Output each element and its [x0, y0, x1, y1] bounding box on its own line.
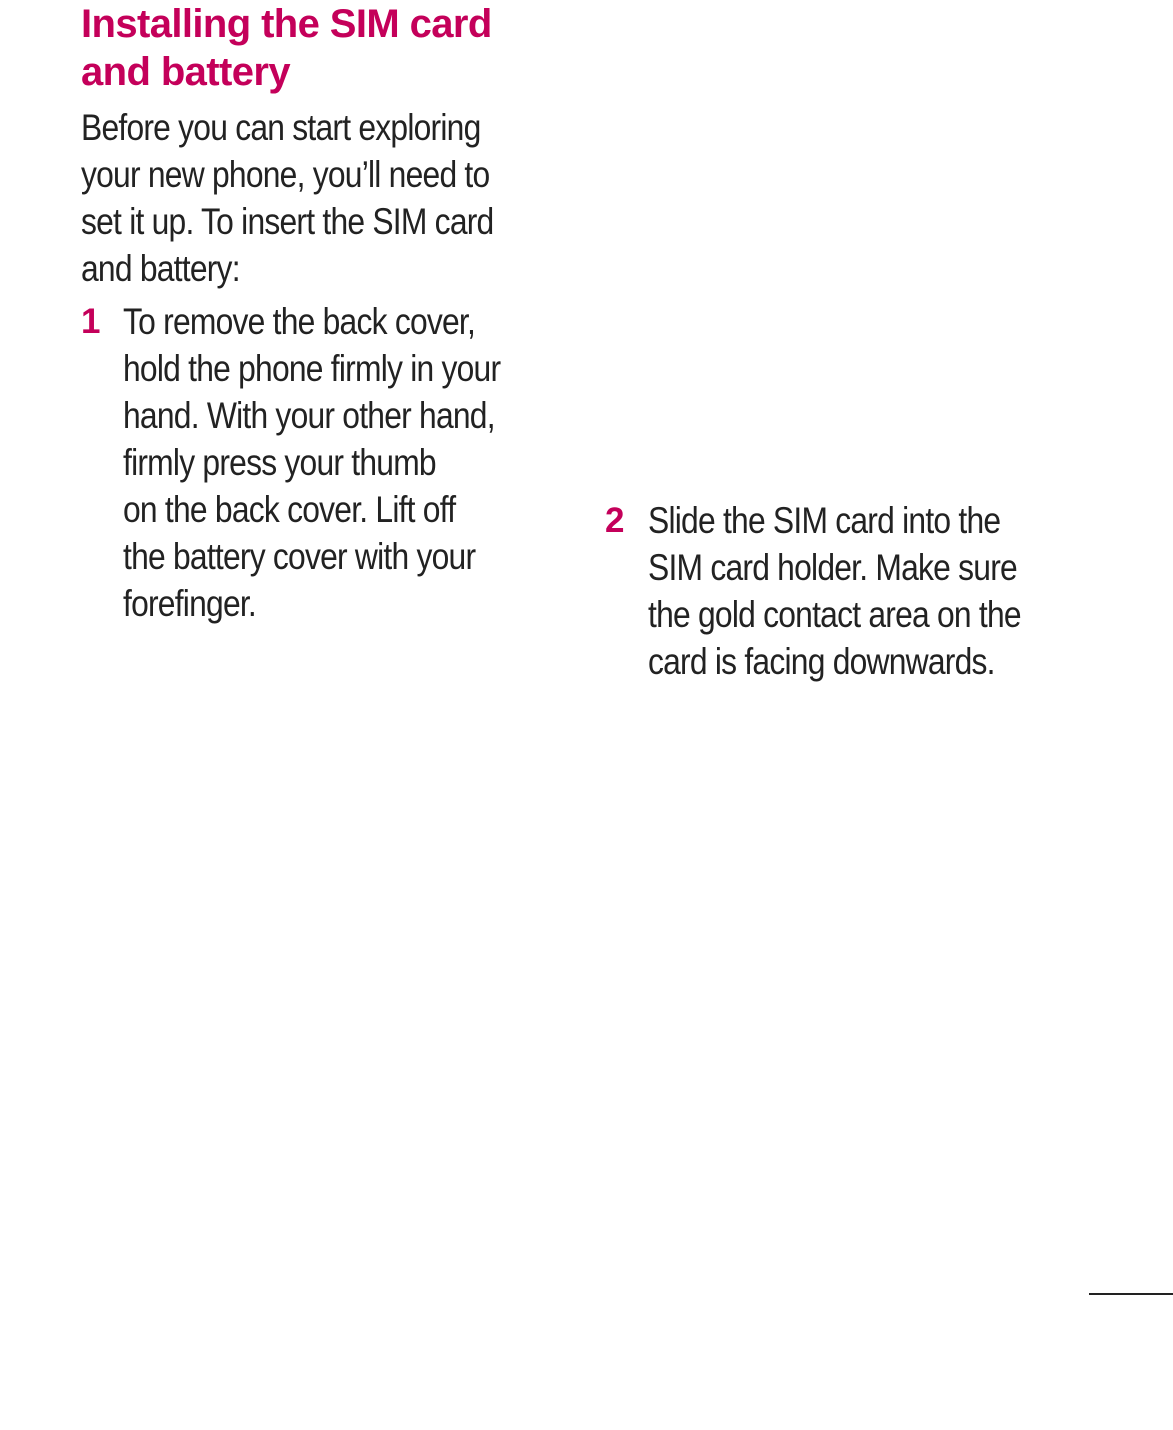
step-number: 2 — [605, 501, 625, 540]
footer-divider — [1089, 1293, 1173, 1295]
step-item — [605, 497, 1145, 697]
step-text: Slide the SIM card into the SIM card holder. Make sure the gold contact area on the card is facing downwards. — [648, 500, 1021, 682]
step-item — [81, 298, 601, 638]
intro-paragraph: Before you can start exploring your new phone, you’ll need to set it up. To insert the SIM card and battery: — [81, 107, 494, 289]
step-text: To remove the back cover, hold the phone firmly in your hand. With your other hand, firmly press your thumb on the back cover. Lift off the battery cover with your forefinger. — [123, 301, 501, 624]
step-number: 1 — [81, 302, 101, 341]
page-title: Installing the SIM card and battery — [81, 2, 492, 94]
